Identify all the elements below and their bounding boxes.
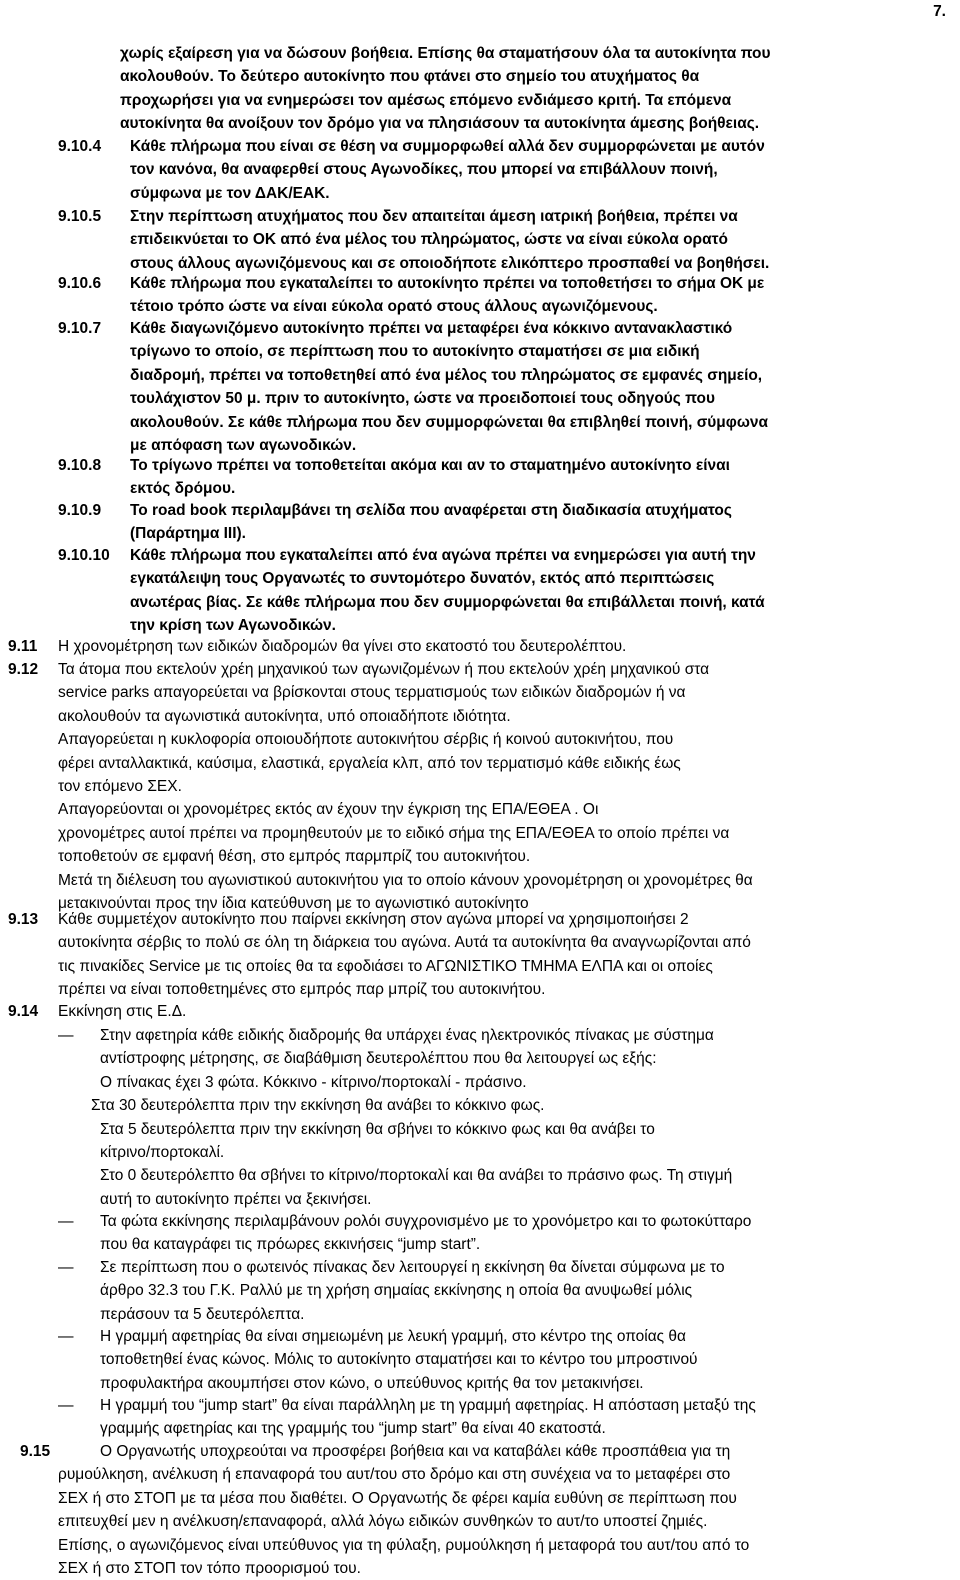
text-line: διαδρομή, πρέπει να τοποθετηθεί από ένα μέλος του πληρώματος σε εμφανές σημείο,: [130, 366, 763, 384]
start-bullet-4: [0, 1325, 958, 1395]
page-number: 7.: [933, 3, 946, 20]
text-line: την κρίση των Αγωνοδικών.: [130, 617, 336, 635]
text-line: Κάθε συμμετέχον αυτοκίνητο που παίρνει εκκίνηση στον αγώνα μπορεί να χρησιμοποιήσει 2: [58, 911, 689, 928]
text-line: τρίγωνο το οποίο, σε περίπτωση που το αυτοκίνητο σταματήσει σε μια ειδική: [130, 343, 700, 361]
section-9-10-10: [58, 544, 958, 638]
text-line: τοποθετούν σε εμφανή θέση, στο εμπρός παρμπρίζ του αυτοκινήτου.: [58, 848, 531, 866]
text-line: χωρίς εξαίρεση για να δώσουν βοήθεια. Επίσης θα σταματήσουν όλα τα αυτοκίνητα που: [120, 45, 771, 62]
text-line: σύμφωνα με τον ΔΑΚ/ΕΑΚ.: [130, 184, 330, 202]
text-line: Τα άτομα που εκτελούν χρέη μηχανικού των αγωνιζομένων ή που εκτελούν χρέη μηχανικού στα: [58, 661, 710, 678]
text-line: τοποθετηθεί ένας κώνος. Μόλις το αυτοκίνητο σταματήσει και το κέντρο του μπροστινού: [100, 1351, 698, 1369]
dash-marker: —: [58, 1259, 74, 1276]
section-number: 9.15: [20, 1443, 51, 1460]
text-line: ανωτέρας βίας. Σε κάθε πλήρωμα που δεν συμμορφώνεται θα επιβάλλεται ποινή, κατά: [130, 593, 765, 611]
text-line: αντίστροφης μέτρησης, σε διαβάθμιση δευτερολέπτου που θα λειτουργεί ως εξής:: [100, 1050, 657, 1068]
text-line: Επίσης, ο αγωνιζόμενος είναι υπεύθυνος για τη φύλαξη, ρυμούλκηση ή μεταφορά του αυτ/του από το: [58, 1536, 750, 1554]
text-line: Κάθε πλήρωμα που εγκαταλείπει το αυτοκίνητο πρέπει να τοποθετήσει το σήμα ΟΚ με: [130, 275, 765, 292]
section-number: 9.11: [8, 638, 38, 655]
text-line: Στο 0 δευτερόλεπτο θα σβήνει το κίτρινο/πορτοκαλί και θα ανάβει το πράσινο φως. Τη στιγμή: [100, 1167, 733, 1185]
text-line: Κάθε πλήρωμα που εγκαταλείπει από ένα αγώνα πρέπει να ενημερώσει για αυτή την: [130, 547, 756, 564]
dash-marker: —: [58, 1328, 74, 1345]
dash-marker: —: [58, 1027, 74, 1044]
section-9-10-7: [58, 317, 958, 457]
text-line: Ο Οργανωτής υποχρεούται να προσφέρει βοήθεια και να καταβάλει κάθε προσπάθεια για τη: [100, 1443, 731, 1460]
section-9-10-9: [58, 499, 958, 546]
text-line: τέτοιο τρόπο ώστε να είναι εύκολα ορατό στους άλλους αγωνιζόμενους.: [130, 298, 658, 316]
text-line: ακολουθούν τα αγωνιστικά αυτοκίνητα, υπό οποιαδήποτε ιδιότητα.: [58, 707, 511, 725]
text-line: Ο πίνακας έχει 3 φώτα. Κόκκινο - κίτρινο/πορτοκαλί - πράσινο.: [100, 1073, 527, 1091]
text-line: αυτοκίνητα σέρβις το πολύ σε όλη τη διάρκεια του αγώνα. Αυτά τα αυτοκίνητα θα αναγνωρίζονται από: [58, 934, 751, 952]
text-line: χρονομέτρες αυτοί πρέπει να προμηθευτούν με το ειδικό σήμα της ΕΠΑ/ΕΘΕΑ το οποίο πρέπει να: [58, 824, 730, 842]
text-line: ΣΕΧ ή στο ΣΤΟΠ με τα μέσα που διαθέτει. Ο Οργανωτής δε φέρει καμία ευθύνη σε περίπτωση που: [58, 1489, 737, 1507]
dash-marker: —: [58, 1213, 74, 1230]
section-number: 9.10.7: [58, 320, 102, 337]
text-line: εγκατάλειψη τους Οργανωτές το συντομότερο δυνατόν, εκτός από περιπτώσεις: [130, 570, 715, 588]
text-line: περάσουν τα 5 δευτερόλεπτα.: [100, 1305, 305, 1323]
text-line: ακολουθούν. Σε κάθε πλήρωμα που δεν συμμορφώνεται θα επιβληθεί ποινή, σύμφωνα: [130, 413, 768, 431]
text-line: Στα 5 δευτερόλεπτα πριν την εκκίνηση θα σβήνει το κόκκινο φως και θα ανάβει το: [100, 1120, 655, 1138]
dash-marker: —: [58, 1397, 74, 1414]
text-line: άρθρο 32.3 του Γ.Κ. Ραλλύ με τη χρήση σημαίας εκκίνησης η οποία θα ανυψωθεί μόλις: [100, 1282, 693, 1300]
section-number: 9.10.5: [58, 208, 102, 225]
text-line: επιτευχθεί μεν η ανέλκυση/επαναφορά, αλλά λόγω ειδικών συνθηκών το αυτ/το υποστεί ζημιές.: [58, 1513, 708, 1531]
text-line: ρυμούλκηση, ανέλκυση ή επαναφορά του αυτ/του στο δρόμο και στη συνέχεια να το μεταφέρει στο: [58, 1466, 731, 1484]
section-number: 9.10.6: [58, 275, 102, 292]
text-line: προχωρήσει για να ενημερώσει τον αμέσως επόμενο ενδιάμεσο κριτή. Τα επόμενα: [120, 91, 732, 109]
section-number: 9.12: [8, 661, 39, 678]
text-line: πρέπει να είναι τοποθετημένες στο εμπρός παρ μπρίζ του αυτοκινήτου.: [58, 981, 546, 999]
section-title: Εκκίνηση στις Ε.Δ.: [58, 1003, 187, 1020]
text-line: Απαγορεύεται η κυκλοφορία οποιουδήποτε αυτοκινήτου σέρβις ή κοινού αυτοκινήτου, που: [58, 731, 674, 749]
text-line: Κάθε πλήρωμα που είναι σε θέση να συμμορφωθεί αλλά δεν συμμορφώνεται με αυτόν: [130, 138, 765, 155]
section-9-12: [8, 658, 956, 915]
section-9-10-8: [58, 454, 958, 501]
section-9-14: [8, 1000, 956, 1023]
text-line: Η γραμμή του “jump start” θα είναι παράλληλη με τη γραμμή αφετηρίας. Η απόσταση μεταξύ της: [100, 1397, 756, 1414]
start-bullet-3: [0, 1256, 958, 1326]
section-number: 9.10.8: [58, 457, 102, 474]
text-line: μετακινούνται προς την ίδια κατεύθυνση με το αγωνιστικό αυτοκίνητο: [58, 895, 529, 913]
section-number: 9.10.4: [58, 138, 102, 155]
text-line: (Παράρτημα ΙΙΙ).: [130, 525, 246, 543]
text-line: γραμμής αφετηρίας και της γραμμής του “jump start” θα είναι 40 εκατοστά.: [100, 1420, 606, 1438]
text-line: Τα φώτα εκκίνησης περιλαμβάνουν ρολόι συγχρονισμένο με το χρονόμετρο και το φωτοκύτταρο: [100, 1213, 752, 1230]
section-number: 9.10.9: [58, 502, 102, 519]
text-line: Στην αφετηρία κάθε ειδικής διαδρομής θα υπάρχει ένας ηλεκτρονικός πίνακας με σύστημα: [100, 1027, 714, 1044]
text-line: Στα 30 δευτερόλεπτα πριν την εκκίνηση θα ανάβει το κόκκινο φως.: [91, 1097, 545, 1115]
text-line: Σε περίπτωση που ο φωτεινός πίνακας δεν λειτουργεί η εκκίνηση θα δίνεται σύμφωνα με το: [100, 1259, 725, 1276]
text-line: τις πινακίδες Service με τις οποίες θα τα εφοδιάσει το ΑΓΩΝΙΣΤΙΚΟ ΤΜΗΜΑ ΕΛΠΑ και οι οποίες: [58, 957, 713, 975]
text-line: Στην περίπτωση ατυχήματος που δεν απαιτείται άμεση ιατρική βοήθεια, πρέπει να: [130, 208, 738, 225]
text-line: αυτή το αυτοκίνητο πρέπει να ξεκινήσει.: [100, 1190, 372, 1208]
section-9-11: [8, 635, 956, 658]
text-line: Κάθε διαγωνιζόμενο αυτοκίνητο πρέπει να μεταφέρει ένα κόκκινο αντανακλαστικό: [130, 320, 733, 337]
text-line: προφυλακτήρα ακουμπήσει στον κώνο, ο υπεύθυνος κριτής θα τον μετακινήσει.: [100, 1374, 644, 1392]
section-9-15: [8, 1440, 956, 1580]
intro-paragraph: [120, 42, 954, 136]
text-line: επιδεικνύεται το ΟΚ από ένα μέλος του πληρώματος, ώστε να είναι εύκολα ορατό: [130, 231, 728, 249]
text-line: τουλάχιστον 50 μ. πριν το αυτοκίνητο, ώστε να προειδοποιεί τους οδηγούς που: [130, 390, 715, 408]
text-line: Η γραμμή αφετηρίας θα είναι σημειωμένη με λευκή γραμμή, στο κέντρο της οποίας θα: [100, 1328, 686, 1345]
start-bullet-1: [0, 1024, 958, 1211]
start-bullet-2: [0, 1210, 958, 1257]
text-line: που θα καταγράφει τις πρόωρες εκκινήσεις “jump start”.: [100, 1236, 481, 1254]
section-9-10-4: [58, 135, 958, 205]
text-line: κίτρινο/πορτοκαλί.: [100, 1144, 225, 1162]
section-number: 9.10.10: [58, 547, 110, 564]
section-number: 9.13: [8, 911, 39, 928]
text-line: αυτοκίνητα θα ανοίξουν τον δρόμο για να πλησιάσουν τα αυτοκίνητα άμεσης βοήθειας.: [120, 115, 760, 133]
text-line: με απόφαση των αγωνοδικών.: [130, 437, 357, 455]
text-line: ΣΕΧ ή στο ΣΤΟΠ τον τόπο προορισμού του.: [58, 1560, 361, 1578]
text-line: τον κανόνα, θα αναφερθεί στους Αγωνοδίκες, που μπορεί να επιβάλλουν ποινή,: [130, 161, 718, 179]
text-line: τον επόμενο ΣΕΧ.: [58, 778, 182, 796]
section-number: 9.14: [8, 1003, 39, 1020]
text-line: φέρει ανταλλακτικά, καύσιμα, ελαστικά, εργαλεία κλπ, από τον τερματισμό κάθε ειδικής έως: [58, 754, 681, 772]
start-bullet-5: [0, 1394, 958, 1441]
text-line: στους άλλους αγωνιζόμενους και σε οποιοδήποτε ελικόπτερο προσπαθεί να βοηθήσει.: [130, 254, 770, 272]
text-line: ακολουθούν. Το δεύτερο αυτοκίνητο που φτάνει στο σημείο του ατυχήματος θα: [120, 68, 700, 86]
text-line: Απαγορεύονται οι χρονομέτρες εκτός αν έχουν την έγκριση της ΕΠΑ/ΕΘΕΑ . Οι: [58, 801, 599, 819]
text-line: service parks απαγορεύεται να βρίσκονται στους τερματισμούς των ειδικών διαδρομών ή να: [58, 684, 686, 702]
text-line: εκτός δρόμου.: [130, 480, 236, 498]
section-9-10-6: [58, 272, 958, 319]
text-line: Το τρίγωνο πρέπει να τοποθετείται ακόμα και αν το σταματημένο αυτοκίνητο είναι: [130, 457, 730, 474]
text-line: Η χρονομέτρηση των ειδικών διαδρομών θα γίνει στο εκατοστό του δευτερολέπτου.: [58, 638, 627, 655]
section-9-13: [8, 908, 956, 1002]
text-line: Το road book περιλαμβάνει τη σελίδα που αναφέρεται στη διαδικασία ατυχήματος: [130, 502, 732, 519]
text-line: Μετά τη διέλευση του αγωνιστικού αυτοκινήτου για το οποίο κάνουν χρονομέτρηση οι χρονομέτρες θα: [58, 871, 753, 889]
section-9-10-5: [58, 205, 958, 275]
